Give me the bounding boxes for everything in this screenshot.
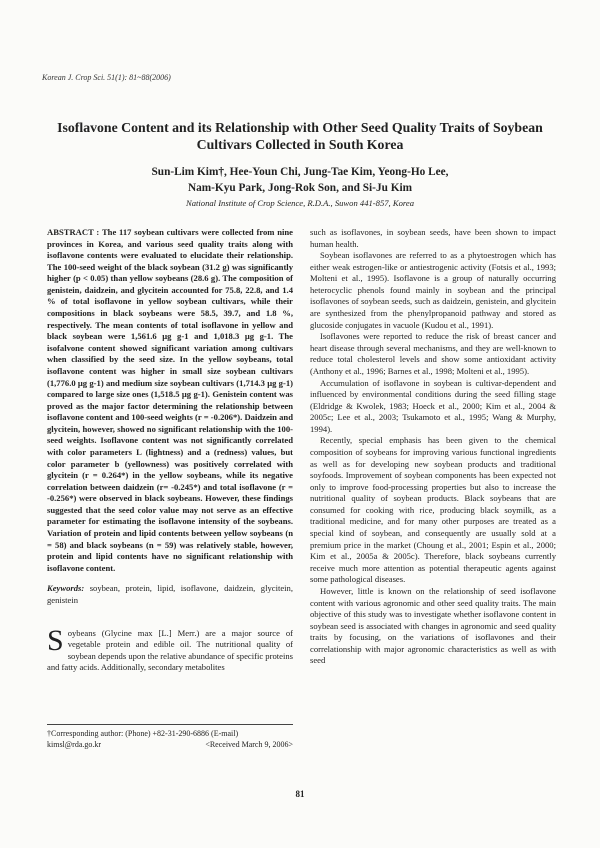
author-line-2: Nam-Kyu Park, Jong-Rok Son, and Si-Ju Kim xyxy=(187,182,413,194)
intro-text: oybeans (Glycine max [L.] Merr.) are a major source of vegetable protein and edible oil. The nutritional quality of soybean depends upon the relative abundance of specific proteins and fatty acids. Additionally, secondary metabolites xyxy=(47,627,293,673)
left-column xyxy=(47,227,293,674)
keywords-label: Keywords: xyxy=(47,583,85,594)
paragraph: Accumulation of isoflavone in soybean is cultivar-dependent and influenced by environmental conditions during the seed filling stage (Eldridge & Kwolek, 1983; Hoeck et al., 2000; Kim et al., 2004 & 2005c; Lee et al., 2003; Tsukamoto et al., 1995; Wang & Murphy, 1994). xyxy=(310,377,556,434)
drop-cap: S xyxy=(47,623,64,657)
keywords xyxy=(47,583,293,606)
paragraph: However, little is known on the relationship of seed isoflavone content with various agronomic and other seed quality traits. The main objective of this study was to investigate whether isoflavone content in soybean seed is associated with changes in agronomic and seed quality traits by focusing, on the variations of isoflavones and their correlationship with major agronomic characteristics as well as with seed xyxy=(310,585,556,666)
paragraph: Recently, special emphasis has been given to the chemical composition of soybeans for improving various functional ingredients as well as for developing new soybean products and traditional soyfoods. Improvement of soybean components has been expected not only to improve food-processing properties but also to increase the nutritional quality of soybean products. Black soybeans that are consumed for cooking with rice, producing black soymilk, as a traditional medicine, and for many other purposes are treated as a special kind of soybean, and consequently are usually sold at a premium price in the market (Choung et al., 2001; Espin et al., 2000; Kim et al., 2005a & 2005c). Therefore, black soybeans currently receive much more attention as potential therapeutic agents against some pathological diseases. xyxy=(310,435,556,585)
right-column xyxy=(310,227,556,667)
received-date: <Received March 9, 2006> xyxy=(205,739,293,749)
footnote-rule xyxy=(47,724,293,725)
affiliation: National Institute of Crop Science, R.D.A., Suwon 441-857, Korea xyxy=(185,198,415,208)
paragraph: Soybean isoflavones are referred to as a phytoestrogen which has either weak estrogen-like or antiestrogenic activity (Fotsis et al., 1993; Molteni et al., 1995). Isoflavone is a group of naturally occurring heterocyclic phenols found mainly in soybean and the principal isoflavones of soybean seeds, such as daidzein, genistein, and glycitein are synthesized from the phenylpropanoid pathway and stored as glucoside conjugates in vacuole (Kudou et al., 1991). xyxy=(310,250,556,330)
footnote xyxy=(47,729,293,750)
author-list xyxy=(40,164,560,196)
paper-title: Isoflavone Content and its Relationship with Other Seed Quality Traits of Soybean Cultivars Collected in South Korea xyxy=(57,120,543,152)
journal-citation: Korean J. Crop Sci. 51(1): 81~88(2006) xyxy=(42,73,171,82)
abstract-text: The 117 soybean cultivars were collected from nine provinces in Korea, and various seed quality traits along with isoflavone contents were evaluated to elucidate their relationship. The 100-seed weight of the black soybean (31.2 g) was significantly higher (p < 0.05) than yellow soybeans (28.6 g). The composition of genistein, daidzein, and glycitein accounted for 75.8, 22.8, and 1.4 % of total isoflavone in yellow soybean cultivars, while their compositions in black soybeans were 58.5, 39.7, and 1.8 %, respectively. The mean contents of total isoflavone in yellow and black soybean were 1,561.6 μg g-1 and 1,018.3 μg g-1. The isofalvone content showed significant variation among cultivars when classified by the seed size. In the yellow soybeans, total isoflavone content was higher in small size soybean cultivars (1,776.0 μg g-1) and medium size soybean cultivars (1,714.3 μg g-1) compared to large size ones (1,518.5 μg g-1). Genistein content was proved as the major factor determining the relationship between isoflavone content and 100-seed weights (r = -0.206*). Daidzein and glycitein, however, showed no significant relationship with the 100-seed weights. Isoflavone content was not significantly correlated with color parameters L (lightness) and a (redness) values, but color parameter b (yellowness) was positively correlated with glycitein (r = 0.264*) in the yellow soybeans, while its negative correlation between daidzein (r= -0.245*) and total isoflavone (r = -0.256*) were observed in black soybeans. However, these findings suggested that the seed color value may not serve as an effective parameter for estimating the isoflavone intensity of the soybeans. Variation of protein and lipid contents between yellow soybeans (n = 58) and black soybeans (n = 59) was relatively stable, however, protein and lipid contents have no significant relationship with isoflavone content. xyxy=(47,227,293,573)
author-line-1: Sun-Lim Kim†, Hee-Youn Chi, Jung-Tae Kim, Yeong-Ho Lee, xyxy=(151,166,449,178)
corresponding-author: †Corresponding author: (Phone) +82-31-290-6886 (E-mail) kimsl@rda.go.kr xyxy=(47,729,239,749)
introduction-start xyxy=(47,623,293,674)
abstract xyxy=(47,227,293,574)
keywords-text: soybean, protein, lipid, isoflavone, daidzein, glycitein, genistein xyxy=(47,583,293,605)
paragraph: Isoflavones were reported to reduce the risk of breast cancer and heart disease through several mechanisms, and they are well-known to reduce total cholesterol levels and show some antioxidant activity (Anthony et al., 1996; Barnes et al., 1998; Molteni et al., 1995). xyxy=(310,331,556,376)
abstract-label: ABSTRACT : xyxy=(47,227,100,237)
paragraph: such as isoflavones, in soybean seeds, have been shown to impact human health. xyxy=(310,227,556,249)
page-number: 81 xyxy=(295,789,305,799)
